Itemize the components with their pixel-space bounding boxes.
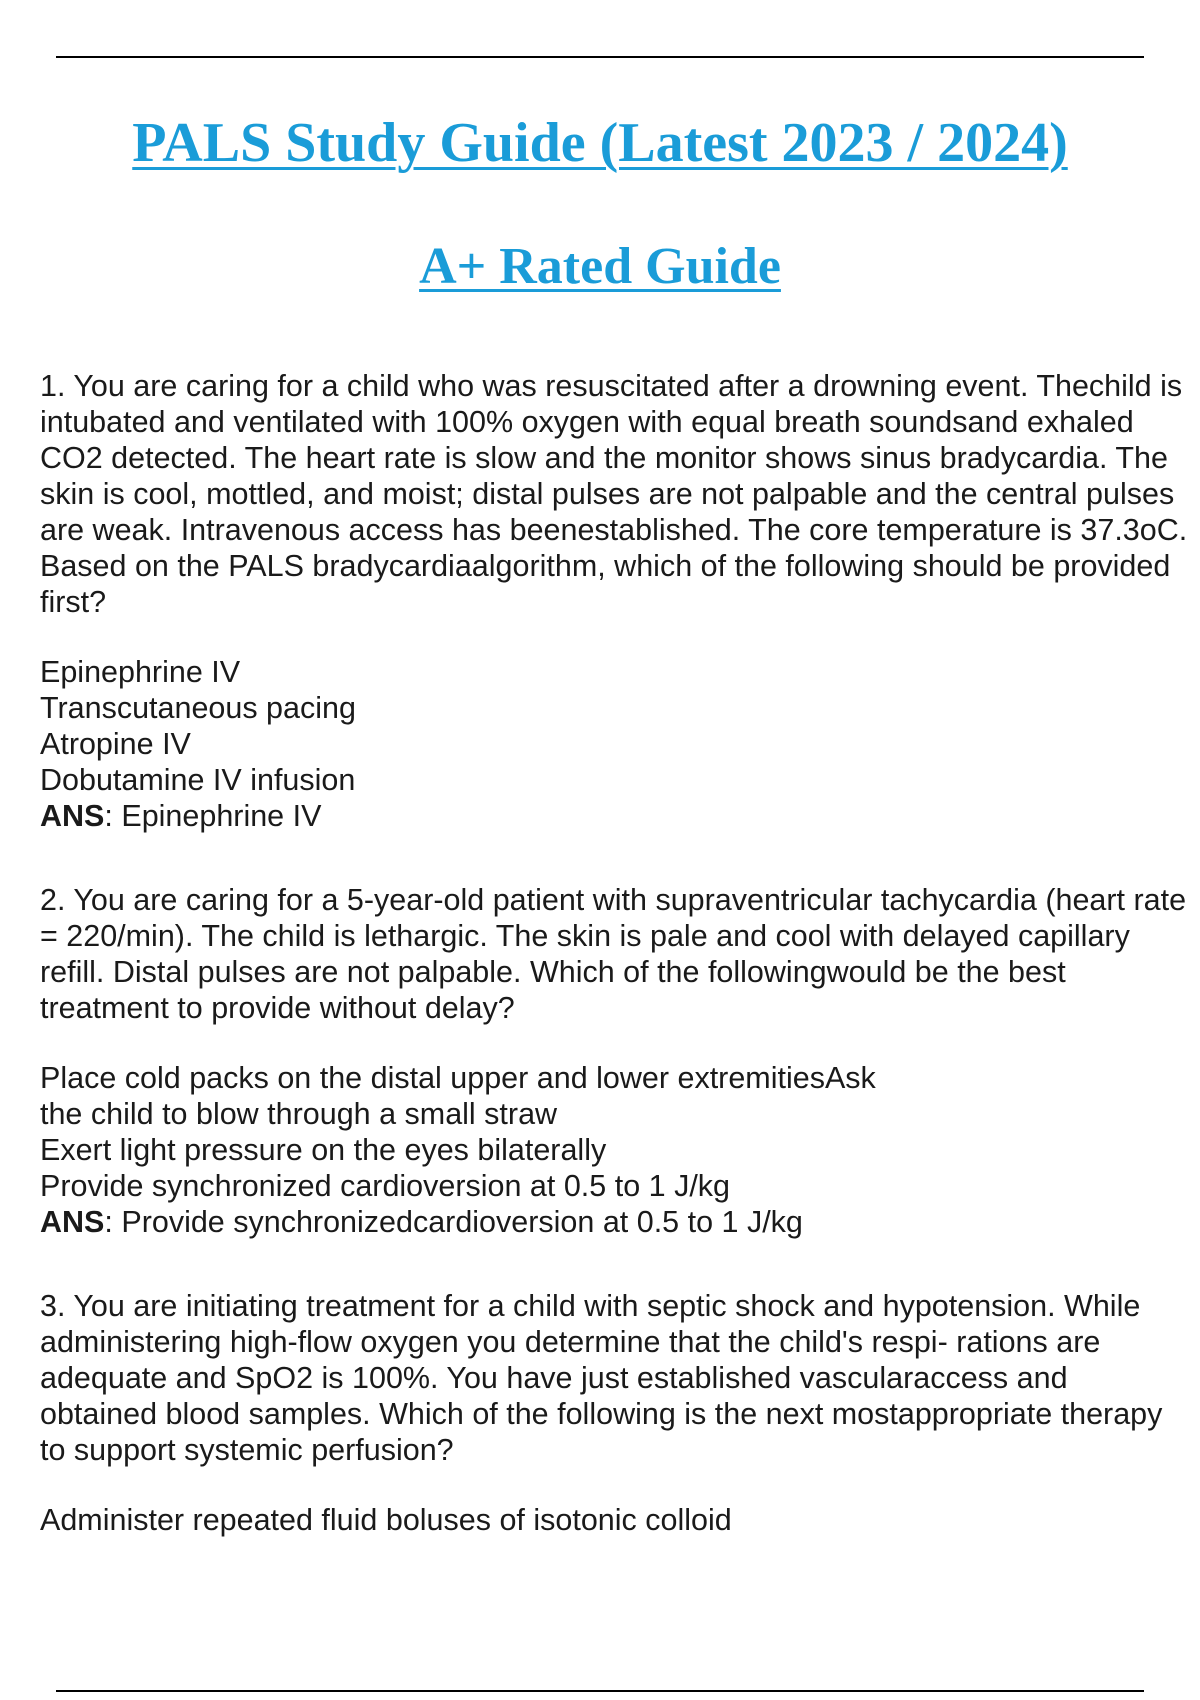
document-subtitle: A+ Rated Guide: [419, 238, 781, 295]
option: Provide synchronized cardioversion at 0.5 to 1 J/kg: [40, 1169, 731, 1203]
answer-options: [40, 1060, 1190, 1204]
bottom-divider: [56, 1690, 1144, 1692]
question-text: 2. You are caring for a 5-year-old patient with supraventricular tachycardia (heart rate = 220/min). The child is lethargic. The skin is pale and cool with delayed capillary refill. Distal pulses are not palpable. Which of the followingwould be the best treatment to provide without delay?: [40, 883, 1187, 1025]
answer-line: [40, 798, 1190, 834]
answer-label: ANS: [40, 1205, 105, 1239]
option: Administer repeated fluid boluses of isotonic colloid: [40, 1503, 732, 1537]
answer-line: [40, 1204, 1190, 1240]
document-title: PALS Study Guide (Latest 2023 / 2024): [132, 112, 1068, 174]
option: Dobutamine IV infusion: [40, 763, 356, 797]
question-block-3: [40, 1288, 1190, 1538]
question-block-1: [40, 368, 1190, 834]
top-divider: [56, 56, 1144, 58]
answer-text: : Provide synchronizedcardioversion at 0.5 to 1 J/kg: [104, 1205, 803, 1239]
option: Epinephrine IV: [40, 655, 241, 689]
option: Transcutaneous pacing: [40, 691, 356, 725]
answer-label: ANS: [40, 799, 105, 833]
option: Atropine IV: [40, 727, 191, 761]
question-text: 1. You are caring for a child who was resuscitated after a drowning event. Thechild is intubated and ventilated with 100% oxygen with equal breath soundsand exhaled CO2 detected. The heart rate is slow and the monitor shows sinus bradycardia. The skin is cool, mottled, and moist; distal pulses are not palpable and the central pulses are weak. Intravenous access has beenestablished. The core temperature is 37.3oC. Based on the PALS bradycardiaalgorithm, which of the following should be provided first?: [40, 369, 1188, 619]
answer-text: : Epinephrine IV: [104, 799, 322, 833]
option: Exert light pressure on the eyes bilaterally: [40, 1133, 607, 1167]
answer-options: [40, 1502, 1190, 1538]
answer-options: [40, 654, 1190, 798]
question-list: [40, 368, 1190, 1586]
question-block-2: [40, 882, 1190, 1240]
option: Place cold packs on the distal upper and lower extremitiesAsk: [40, 1061, 876, 1095]
question-text: 3. You are initiating treatment for a child with septic shock and hypotension. While administering high-flow oxygen you determine that the child's respi- rations are adequate and SpO2 is 100%. You have just established vascularaccess and obtained blood samples. Which of the following is the next mostappropriate therapy to support systemic perfusion?: [40, 1289, 1163, 1467]
option: the child to blow through a small straw: [40, 1097, 558, 1131]
